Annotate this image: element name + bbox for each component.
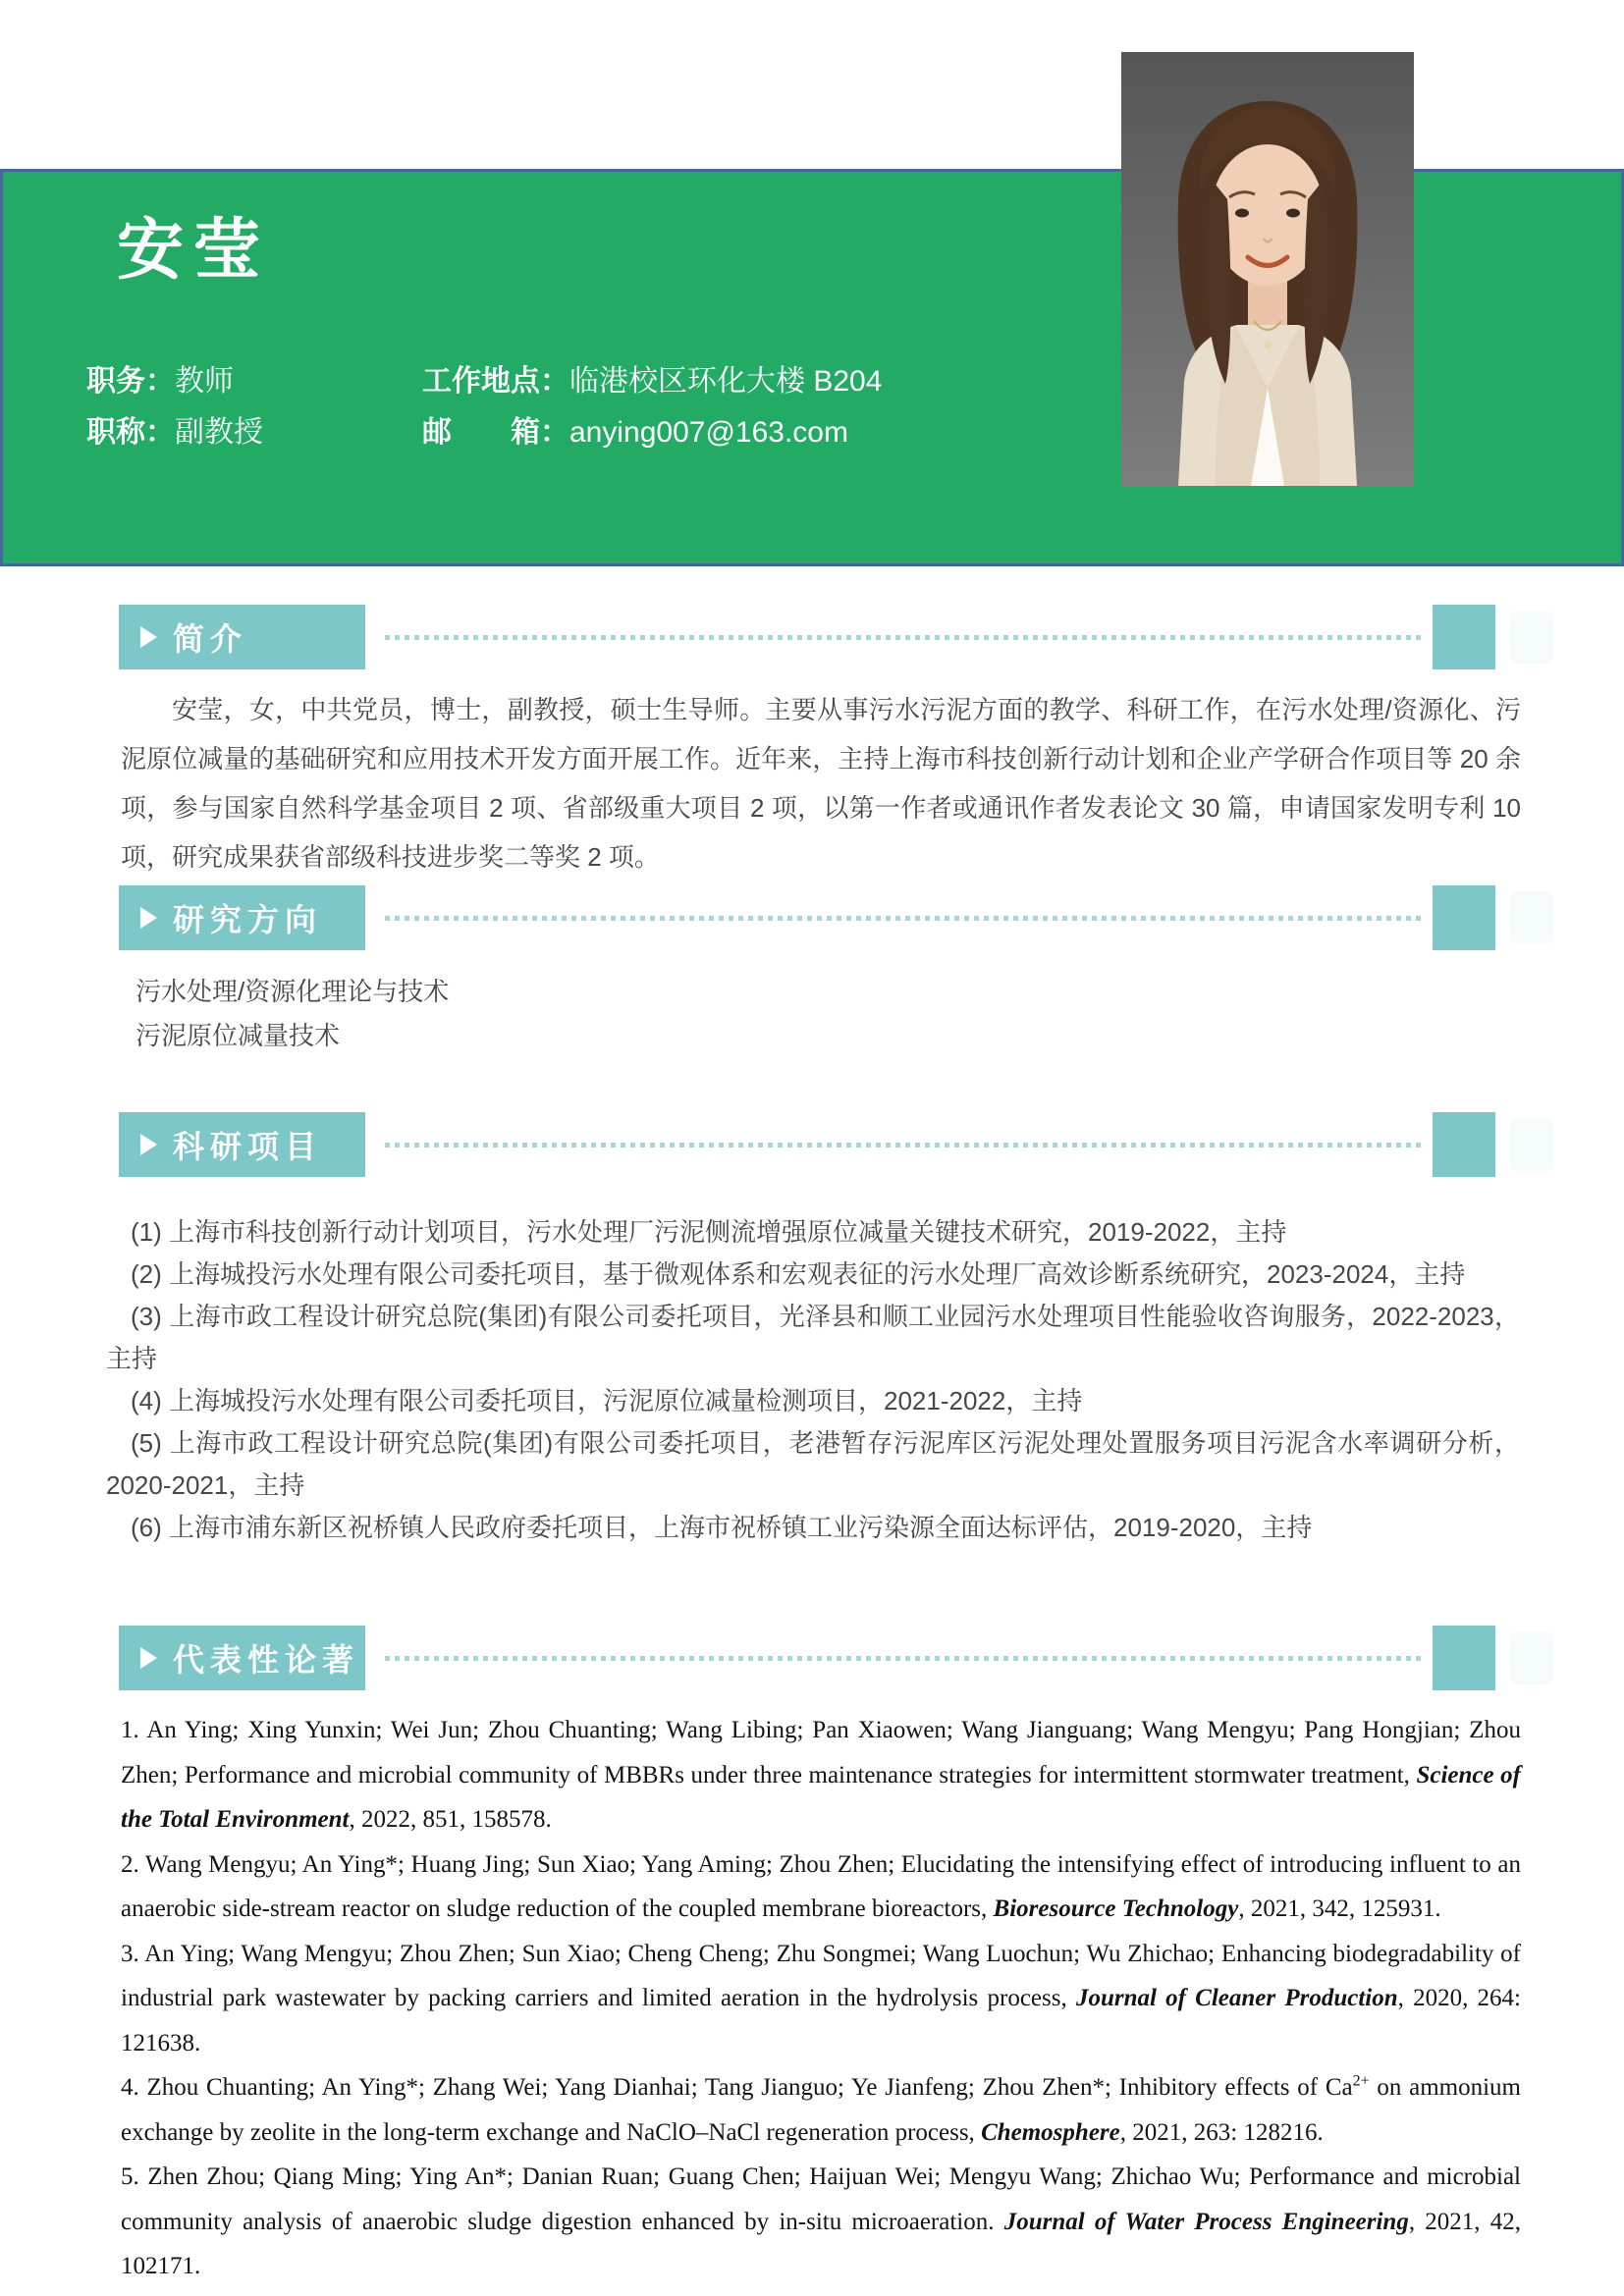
section-watermark [1510, 611, 1553, 664]
section-title-box [119, 1626, 365, 1690]
publication-item [121, 1932, 1521, 2066]
info-label: 职务： [86, 365, 175, 398]
section-watermark [1510, 1118, 1553, 1171]
info-field [86, 415, 422, 451]
publication-text: 1. An Ying; Xing Yunxin; Wei Jun; Zhou Chuanting; Wang Libing; Pan Xiaowen; Wang Jianguang; Wang Mengyu; Pang Hongjian; Zhou Zhen; Performance and microbial community of MBBRs under three maintenance strategies for intermittent stormwater treatment, [121, 1717, 1521, 1789]
section-end-square [1433, 885, 1495, 950]
project-item: (2) 上海城投污水处理有限公司委托项目，基于微观体系和宏观表征的污水处理厂高效诊断系统研究，2023-2024，主持 [131, 1259, 1466, 1289]
info-field [86, 364, 422, 400]
project-item: (5) 上海市政工程设计研究总院(集团)有限公司委托项目，老港暂存污泥库区污泥处理处置服务项目污泥含水率调研分析，2020-2021，主持 [106, 1428, 1520, 1500]
section-title: 科研项目 [173, 1129, 323, 1164]
section-title: 研究方向 [173, 902, 323, 937]
publication-text: , 2021, 342, 125931. [1238, 1896, 1441, 1922]
triangle-icon [140, 1647, 157, 1669]
section-title: 代表性论著 [173, 1642, 360, 1678]
projects-list [106, 1211, 1520, 1549]
publication-text: , 2021, 263: 128216. [1119, 2118, 1324, 2146]
triangle-icon [140, 626, 157, 648]
section-title-box [119, 885, 365, 950]
publication-text: , 2020, 264: 121638. [121, 1985, 1521, 2056]
dotted-leader-line [385, 635, 1424, 640]
publication-text: 2. Wang Mengyu; An Ying*; Huang Jing; Sun Xiao; Yang Aming; Zhou Zhen; Elucidating the intensifying effect of introducing influent to an anaerobic side-stream reactor on sludge reduction of the coupled membrane bioreactors, [121, 1850, 1521, 1922]
publication-text: , 2022, 851, 158578. [349, 1806, 552, 1833]
dotted-leader-line [385, 916, 1424, 921]
journal-name: Journal of Water Process Engineering [1003, 2208, 1409, 2235]
triangle-icon [140, 907, 157, 929]
info-field [422, 364, 882, 400]
section-header-research [0, 885, 1624, 950]
publication-text: , 2021, 42, 102171. [121, 2208, 1521, 2279]
info-field [422, 415, 882, 451]
publication-item [121, 1708, 1521, 1842]
publication-text: 3. An Ying; Wang Mengyu; Zhou Zhen; Sun Xiao; Cheng Cheng; Zhu Songmei; Wang Luochun; Wu Zhichao; Enhancing biodegradability of industrial park wastewater by packing carriers and limited aeration in the hydrolysis process, [121, 1940, 1521, 2011]
person-name: 安莹 [117, 213, 271, 288]
info-value: 临港校区环化大楼 B204 [569, 365, 883, 398]
research-item: 污水处理/资源化理论与技术 [135, 977, 450, 1006]
info-grid [86, 364, 882, 451]
journal-name: Journal of Cleaner Production [1075, 1985, 1398, 2011]
section-header-publications [0, 1626, 1624, 1690]
section-watermark [1510, 1631, 1553, 1684]
info-label: 邮 箱： [422, 416, 569, 449]
section-watermark [1510, 891, 1553, 944]
publication-text: 4. Zhou Chuanting; An Ying*; Zhang Wei; Yang Dianhai; Tang Jianguo; Ye Jianfeng; Zhou Zhen*; Inhibitory effects of Ca [121, 2074, 1353, 2101]
journal-name: Bioresource Technology [993, 1896, 1239, 1922]
publication-text: on ammonium exchange by zeolite in the long-term exchange and NaClO–NaCl regeneration process, [121, 2074, 1521, 2146]
dotted-leader-line [385, 1656, 1424, 1661]
section-title-box [119, 1112, 365, 1177]
superscript: 2+ [1352, 2072, 1370, 2090]
publication-item [121, 1842, 1521, 1932]
project-item: (6) 上海市浦东新区祝桥镇人民政府委托项目，上海市祝桥镇工业污染源全面达标评估，2019-2020，主持 [131, 1513, 1313, 1542]
publications-list [121, 1708, 1521, 2289]
section-title: 简介 [173, 621, 248, 657]
journal-name: Science of the Total Environment [121, 1761, 1521, 1833]
dotted-leader-line [385, 1143, 1424, 1148]
section-end-square [1433, 605, 1495, 669]
info-value: 教师 [175, 365, 234, 398]
publication-item [121, 2155, 1521, 2289]
profile-photo [1121, 52, 1414, 486]
email-link[interactable]: anying007@163.com [569, 416, 848, 449]
info-label: 职称： [86, 416, 175, 449]
research-item: 污泥原位减量技术 [135, 1021, 341, 1050]
project-item: (3) 上海市政工程设计研究总院(集团)有限公司委托项目，光泽县和顺工业园污水处理项目性能验收咨询服务，2022-2023，主持 [106, 1302, 1520, 1373]
triangle-icon [140, 1134, 157, 1155]
section-end-square [1433, 1626, 1495, 1690]
section-header-projects [0, 1112, 1624, 1177]
section-end-square [1433, 1112, 1495, 1177]
project-item: (4) 上海城投污水处理有限公司委托项目，污泥原位减量检测项目，2021-2022，主持 [131, 1386, 1083, 1415]
intro-paragraph: 安莹，女，中共党员，博士，副教授，硕士生导师。主要从事污水污泥方面的教学、科研工作，在污水处理/资源化、污泥原位减量的基础研究和应用技术开发方面开展工作。近年来，主持上海市科技创新行动计划和企业产学研合作项目等 20 余项，参与国家自然科学基金项目 2 项、省部级重大项目 2 项，以第一作者或通讯作者发表论文 30 篇，申请国家发明专利 10 项，研究成果获省部级科技进步奖二等奖 2 项。 [121, 695, 1521, 872]
research-direction-list [135, 970, 449, 1058]
section-title-box [119, 605, 365, 669]
publication-text: 5. Zhen Zhou; Qiang Ming; Ying An*; Danian Ruan; Guang Chen; Haijuan Wei; Mengyu Wang; Zhichao Wu; Performance and microbial community analysis of anaerobic sludge digestion enhanced by in-situ microaeration. [121, 2163, 1521, 2235]
section-header-intro [0, 605, 1624, 669]
project-item: (1) 上海市科技创新行动计划项目，污水处理厂污泥侧流增强原位减量关键技术研究，2019-2022，主持 [131, 1217, 1287, 1247]
journal-name: Chemosphere [981, 2118, 1120, 2146]
publication-item [121, 2065, 1521, 2155]
info-label: 工作地点： [422, 365, 569, 398]
info-value: 副教授 [175, 416, 263, 449]
portrait-illustration [1121, 52, 1414, 486]
